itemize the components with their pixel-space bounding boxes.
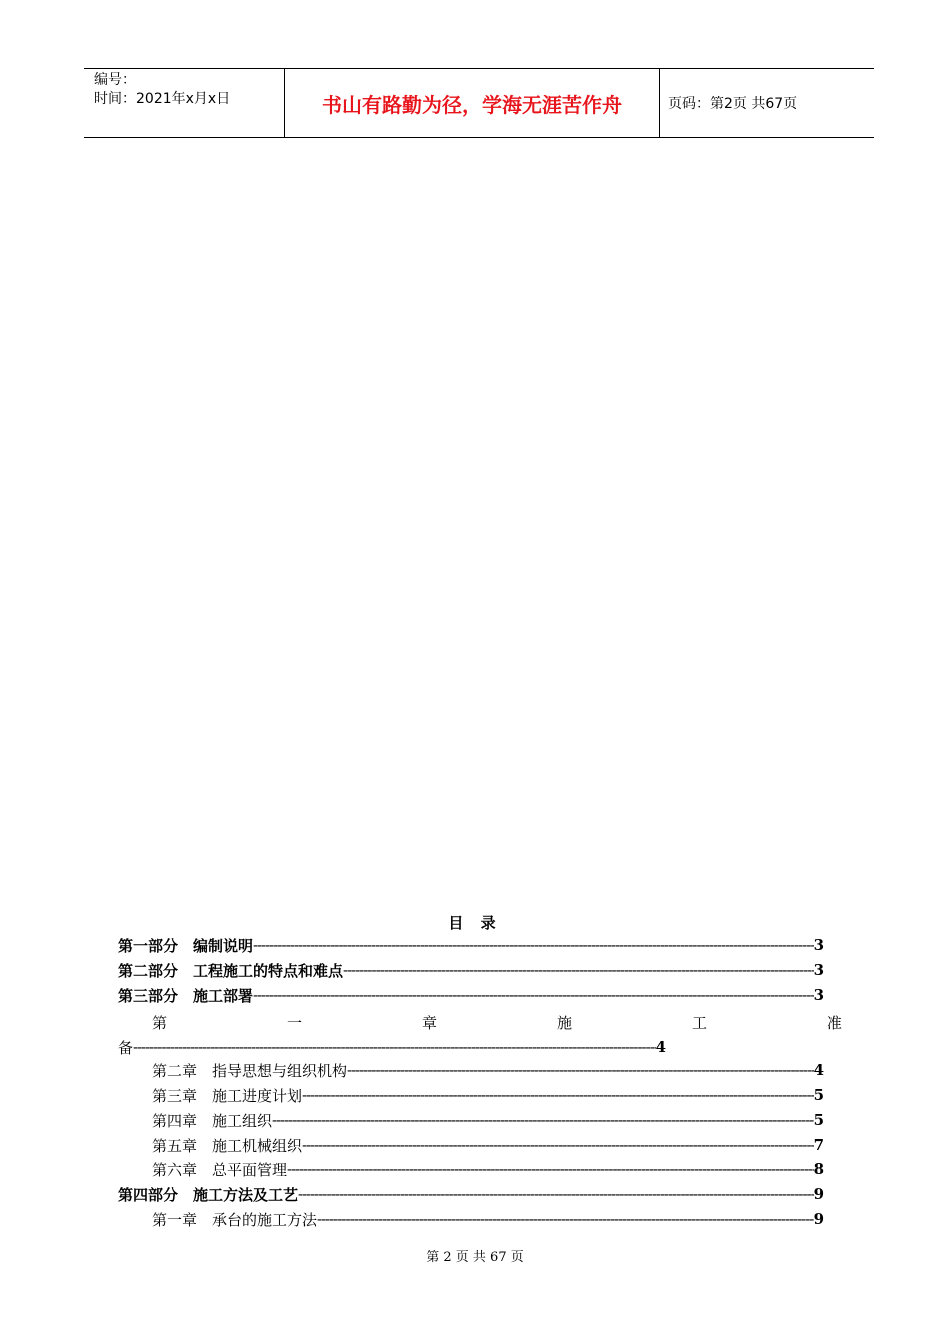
toc-entry-chapter1-line1[interactable] [152,1012,842,1034]
toc-entry-label: 第四部分 施工方法及工艺 [118,1185,299,1204]
toc-entry-label: 第三章 施工进度计划 [152,1086,303,1105]
toc-leader [298,1185,814,1203]
toc-entry-page: 8 [813,1160,824,1178]
toc-entry-label: 第六章 总平面管理 [152,1160,288,1179]
toc-leader [302,1086,814,1104]
chapter1-char: 章 [421,1014,437,1032]
document-header [84,68,874,138]
toc-entry-label: 第五章 施工机械组织 [152,1136,303,1155]
toc-entry-page: 7 [813,1136,824,1154]
toc-entry-part1[interactable] [118,934,824,956]
date-label: 时间：2021年x月x日 [94,91,231,107]
toc-leader [253,986,814,1004]
toc-entry-label: 第四章 施工组织 [152,1111,273,1130]
toc-leader [347,1061,814,1079]
toc-entry-chapter6[interactable] [152,1158,824,1180]
toc-entry-label: 第三部分 施工部署 [118,986,254,1005]
toc-entry-chapter1-line2[interactable] [118,1036,666,1058]
toc-entry-chapter4[interactable] [152,1109,824,1131]
toc-title: 目 录 [448,914,502,932]
toc-leader [287,1160,814,1178]
toc-entry-page: 9 [813,1185,824,1203]
toc-leader [272,1111,814,1129]
toc-leader [253,936,814,954]
toc-entry-label: 备 [118,1038,134,1057]
toc-entry-part4-chapter1[interactable] [152,1208,824,1230]
toc-entry-page: 5 [813,1111,824,1129]
header-motto: 书山有路勤为径，学海无涯苦作舟 [285,69,660,137]
toc-entry-page: 4 [813,1061,824,1079]
toc-entry-page: 3 [813,936,824,954]
chapter1-char: 第 [152,1014,168,1032]
header-page-info: 页码：第2页 共67页 [668,96,798,112]
header-meta [84,69,285,137]
chapter1-char: 一 [286,1014,302,1032]
toc-entry-page: 3 [813,986,824,1004]
toc-entry-page: 4 [655,1038,666,1056]
toc-entry-label: 第一章 承台的施工方法 [152,1210,318,1229]
toc-entry-part2[interactable] [118,959,824,981]
toc-entry-label: 第二章 指导思想与组织机构 [152,1061,348,1080]
toc-entry-chapter5[interactable] [152,1134,824,1156]
toc-entry-chapter2[interactable] [152,1059,824,1081]
toc-entry-part3[interactable] [118,984,824,1006]
toc-leader [343,961,814,979]
toc-entry-page: 5 [813,1086,824,1104]
toc-entry-part4[interactable] [118,1183,824,1205]
toc-entry-page: 9 [813,1210,824,1228]
chapter1-char: 工 [691,1014,707,1032]
chapter1-char: 施 [556,1014,572,1032]
toc-entry-chapter3[interactable] [152,1084,824,1106]
number-label: 编号： [94,72,136,88]
toc-entry-page: 3 [813,961,824,979]
chapter1-char: 准 [826,1014,842,1032]
toc-leader [302,1136,814,1154]
toc-entry-label: 第一部分 编制说明 [118,936,254,955]
page-footer: 第 2 页 共 67 页 [426,1250,524,1265]
toc-entry-label: 第二部分 工程施工的特点和难点 [118,961,344,980]
toc-leader [317,1210,814,1228]
toc-leader [133,1038,656,1056]
